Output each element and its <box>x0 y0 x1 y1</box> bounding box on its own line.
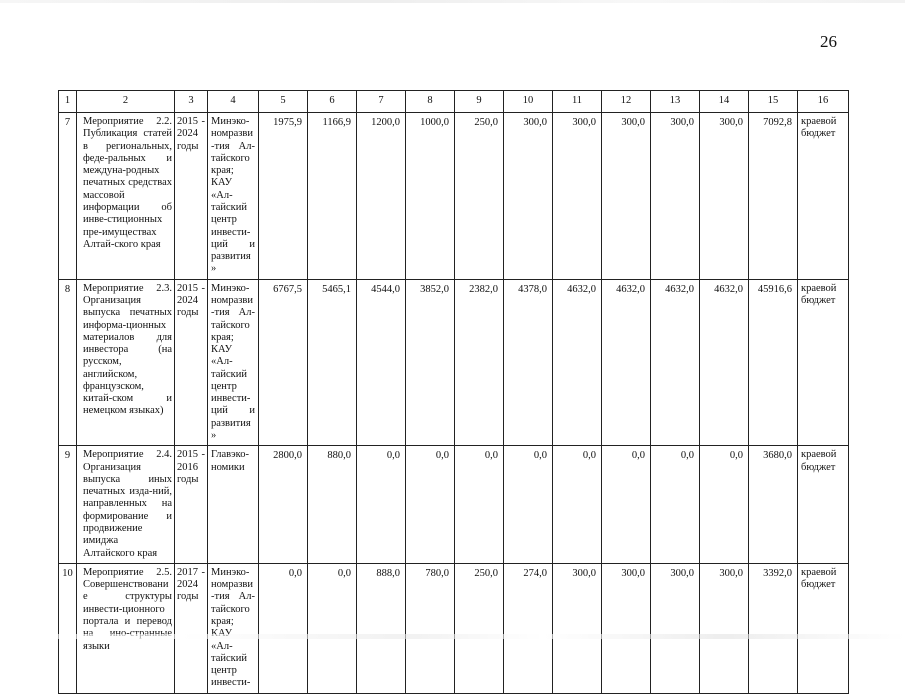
value-cell: 4378,0 <box>504 279 553 446</box>
header-cell: 4 <box>208 91 259 113</box>
value-cell: 0,0 <box>651 446 700 564</box>
value-cell: 0,0 <box>357 446 406 564</box>
funding-source: краевой бюджет <box>798 563 849 693</box>
value-cell: 300,0 <box>602 563 651 693</box>
table-row <box>59 279 849 446</box>
program-activities-table <box>58 90 849 694</box>
header-cell: 14 <box>700 91 749 113</box>
header-cell: 7 <box>357 91 406 113</box>
value-cell: 300,0 <box>651 113 700 280</box>
header-cell: 12 <box>602 91 651 113</box>
value-cell: 4632,0 <box>553 279 602 446</box>
header-cell: 11 <box>553 91 602 113</box>
activity-period: 2015 - 2016 годы <box>175 446 208 564</box>
table-row <box>59 446 849 564</box>
value-cell: 0,0 <box>553 446 602 564</box>
row-number: 9 <box>59 446 77 564</box>
value-cell: 0,0 <box>259 563 308 693</box>
funding-source: краевой бюджет <box>798 113 849 280</box>
total-cell: 7092,8 <box>749 113 798 280</box>
header-cell: 9 <box>455 91 504 113</box>
activity-executor: Главэко-номики <box>208 446 259 564</box>
value-cell: 4544,0 <box>357 279 406 446</box>
value-cell: 300,0 <box>651 563 700 693</box>
value-cell: 2800,0 <box>259 446 308 564</box>
value-cell: 0,0 <box>700 446 749 564</box>
activity-name: Мероприятие 2.2. Публикация статей в региональных, феде-ральных и междуна-родных печатных средствах массовой информации об инве-стиционных пре-имуществах Алтай-ского края <box>77 113 175 280</box>
value-cell: 5465,1 <box>308 279 357 446</box>
row-number: 10 <box>59 563 77 693</box>
header-row <box>59 91 849 113</box>
value-cell: 0,0 <box>455 446 504 564</box>
program-table-container <box>58 90 849 694</box>
activity-executor: Минэко-номразви-тия Ал-тайского края; КАУ «Ал-тайский центр инвести-ций и развития» <box>208 279 259 446</box>
funding-source: краевой бюджет <box>798 446 849 564</box>
value-cell: 2382,0 <box>455 279 504 446</box>
scan-edge-top <box>0 0 905 3</box>
header-cell: 5 <box>259 91 308 113</box>
header-cell: 1 <box>59 91 77 113</box>
header-cell: 3 <box>175 91 208 113</box>
value-cell: 780,0 <box>406 563 455 693</box>
header-cell: 10 <box>504 91 553 113</box>
table-row <box>59 563 849 693</box>
value-cell: 274,0 <box>504 563 553 693</box>
value-cell: 300,0 <box>700 563 749 693</box>
value-cell: 300,0 <box>553 563 602 693</box>
activity-name: Мероприятие 2.4. Организация выпуска иных печатных изда-ний, направленных на формирование и продвижение имиджа Алтайского края <box>77 446 175 564</box>
value-cell: 4632,0 <box>602 279 651 446</box>
value-cell: 880,0 <box>308 446 357 564</box>
table-row <box>59 113 849 280</box>
value-cell: 888,0 <box>357 563 406 693</box>
value-cell: 250,0 <box>455 563 504 693</box>
activity-executor: Минэко-номразви-тия Ал-тайского края; КАУ «Ал-тайский центр инвести-ций и развития» <box>208 113 259 280</box>
value-cell: 4632,0 <box>651 279 700 446</box>
activity-period: 2017 - 2024 годы <box>175 563 208 693</box>
value-cell: 300,0 <box>700 113 749 280</box>
value-cell: 0,0 <box>602 446 651 564</box>
row-number: 8 <box>59 279 77 446</box>
value-cell: 1975,9 <box>259 113 308 280</box>
value-cell: 4632,0 <box>700 279 749 446</box>
value-cell: 1200,0 <box>357 113 406 280</box>
header-cell: 8 <box>406 91 455 113</box>
value-cell: 250,0 <box>455 113 504 280</box>
row-number: 7 <box>59 113 77 280</box>
activity-executor: Минэко-номразви-тия Ал-тайского края; «Ал-тайский центр инвести- <box>208 563 259 693</box>
value-cell: 0,0 <box>308 563 357 693</box>
table-body <box>59 91 849 694</box>
value-cell: 0,0 <box>504 446 553 564</box>
header-cell: 2 <box>77 91 175 113</box>
total-cell: 45916,6 <box>749 279 798 446</box>
header-cell: 16 <box>798 91 849 113</box>
value-cell: 300,0 <box>602 113 651 280</box>
activity-name: Мероприятие 2.3. Организация выпуска печатных информа-ционных материалов для инвестора (на русском, английском, французском, китай-ском и немецком языках) <box>77 279 175 446</box>
value-cell: 6767,5 <box>259 279 308 446</box>
activity-period: 2015 - 2024 годы <box>175 113 208 280</box>
value-cell: 0,0 <box>406 446 455 564</box>
value-cell: 3852,0 <box>406 279 455 446</box>
value-cell: 300,0 <box>553 113 602 280</box>
header-cell: 13 <box>651 91 700 113</box>
funding-source: краевой бюджет <box>798 279 849 446</box>
activity-name: Мероприятие 2.5. Совершенствование структуры инвести-ционного портала и перевод языки <box>77 563 175 693</box>
header-cell: 15 <box>749 91 798 113</box>
total-cell: 3680,0 <box>749 446 798 564</box>
value-cell: 1166,9 <box>308 113 357 280</box>
header-cell: 6 <box>308 91 357 113</box>
value-cell: 1000,0 <box>406 113 455 280</box>
value-cell: 300,0 <box>504 113 553 280</box>
page-number: 26 <box>820 32 837 51</box>
total-cell: 3392,0 <box>749 563 798 693</box>
activity-period: 2015 - 2024 годы <box>175 279 208 446</box>
scan-edge-bottom <box>0 634 905 639</box>
